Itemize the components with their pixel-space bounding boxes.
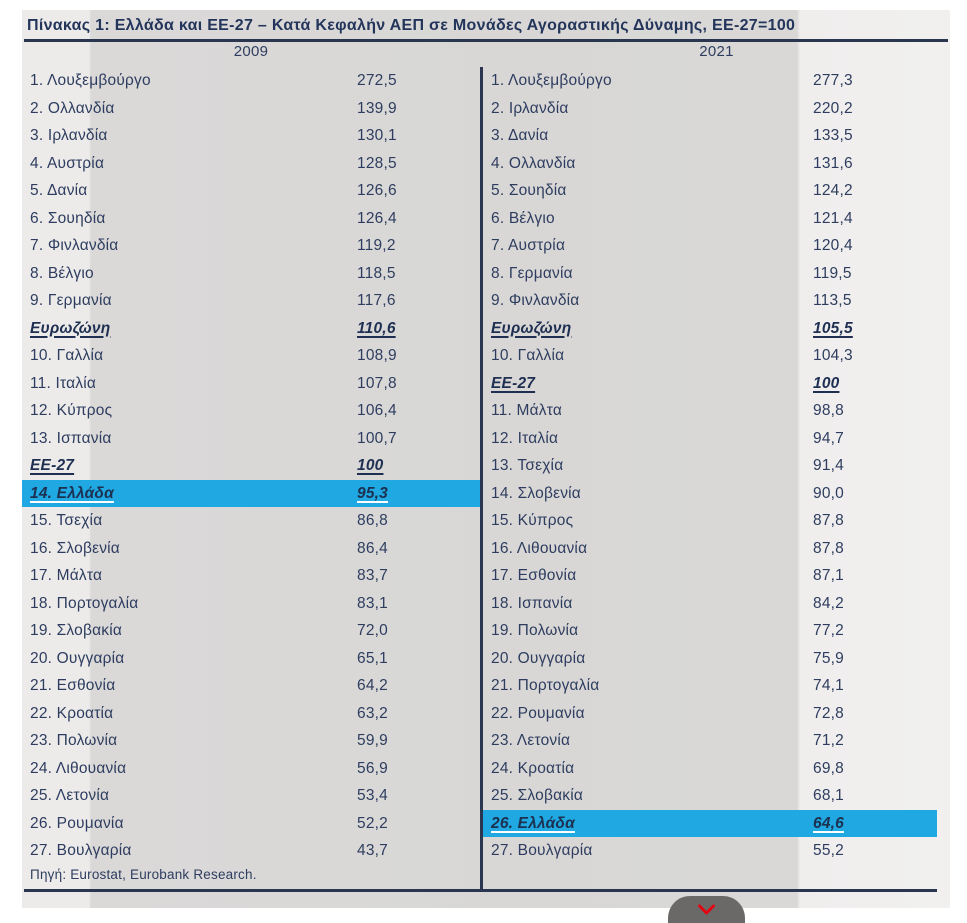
country-value: 120,4 [813,237,853,254]
table-row [483,95,950,123]
country-value: 100 [813,374,840,392]
country-label: 22. Ρουμανία [491,704,585,722]
country-label: 4. Ολλανδία [491,154,576,172]
country-label: 10. Γαλλία [30,347,104,364]
country-label: 24. Κροατία [491,759,575,777]
country-label: 24. Λιθουανία [30,759,127,777]
table-row [483,837,950,865]
table-row [483,590,950,618]
table-row-aggregate [483,315,950,343]
table-row [22,700,480,728]
country-label: 19. Πολωνία [491,622,579,639]
table-row [483,205,950,233]
table-row [483,425,950,453]
table-row [483,727,950,755]
country-value: 277,3 [813,72,853,89]
table-row [22,425,480,453]
table-row [22,287,480,315]
year-header-2021: 2021 [699,43,734,60]
country-value: 87,1 [813,567,844,584]
table-row [22,535,480,563]
country-value: 77,2 [813,622,844,639]
country-label: 27. Βουλγαρία [491,842,593,859]
country-value: 100,7 [357,429,397,447]
country-value: 52,2 [357,814,388,832]
table-row [22,232,480,260]
table-row [22,837,480,865]
country-label: 12. Ιταλία [491,429,559,447]
table-row [22,150,480,178]
country-label: 15. Κύπρος [491,512,574,529]
country-value: 113,5 [813,292,852,309]
country-label: 17. Μάλτα [30,567,103,584]
country-value: 69,8 [813,759,844,777]
country-label: 27. Βουλγαρία [30,842,132,859]
country-label: Ευρωζώνη [491,319,572,337]
table-row [483,507,950,535]
country-value: 86,4 [357,539,388,557]
table-row [483,562,950,590]
country-label: 18. Πορτογαλία [30,594,139,612]
table-row [22,562,480,590]
table-title: Πίνακας 1: Ελλάδα και ΕΕ-27 – Κατά Κεφαλήν ΑΕΠ σε Μονάδες Αγοραστικής Δύναμης, ΕΕ-27=100 [27,17,796,34]
table-row [483,122,950,150]
chevron-down-icon [697,904,716,916]
country-label: 21. Πορτογαλία [491,677,600,694]
table-row [483,700,950,728]
country-label: 12. Κύπρος [30,402,113,419]
table-row [22,782,480,810]
table-row [22,342,480,370]
country-value: 53,4 [357,787,388,804]
country-value: 131,6 [813,154,853,172]
table-row [22,95,480,123]
table-row [22,260,480,288]
country-label: ΕΕ-27 [30,457,75,474]
country-label: 9. Γερμανία [30,292,112,309]
country-value: 139,9 [357,99,397,117]
table-row [483,397,950,425]
country-label: 20. Ουγγαρία [491,649,586,667]
country-label: 15. Τσεχία [30,512,103,529]
country-label: 23. Λετονία [491,732,571,749]
country-value: 107,8 [357,374,397,392]
country-value: 63,2 [357,704,388,722]
table-row [22,617,480,645]
country-label: 14. Ελλάδα [30,484,114,502]
country-list-2009 [22,67,480,865]
table-row [483,452,950,480]
table-row [483,480,950,508]
country-value: 124,2 [813,182,853,199]
country-label: 11. Ιταλία [30,374,97,392]
country-label: 14. Σλοβενία [491,484,581,502]
table-row [483,260,950,288]
country-label: 2. Ολλανδία [30,99,115,117]
country-value: 105,5 [813,319,853,337]
country-label: 26. Ελλάδα [491,814,575,832]
country-value: 133,5 [813,127,853,144]
country-value: 118,5 [357,264,396,282]
country-label: 7. Φινλανδία [30,237,119,254]
country-label: 5. Δανία [30,182,88,199]
table-row [22,645,480,673]
document-page [22,10,950,908]
country-label: 20. Ουγγαρία [30,649,125,667]
country-label: 1. Λουξεμβούργο [491,72,612,89]
country-value: 117,6 [357,292,396,309]
table-row-highlight [483,810,937,838]
country-value: 75,9 [813,649,844,667]
country-value: 72,8 [813,704,844,722]
country-value: 126,6 [357,182,397,199]
country-value: 71,2 [813,732,844,749]
table-row [22,810,480,838]
country-label: ΕΕ-27 [491,374,536,392]
country-value: 74,1 [813,677,844,694]
country-label: 1. Λουξεμβούργο [30,72,151,89]
scroll-down-button[interactable] [668,896,745,923]
country-value: 95,3 [357,484,388,502]
country-value: 98,8 [813,402,844,419]
table-row [22,397,480,425]
country-label: 18. Ισπανία [491,594,573,612]
country-value: 64,6 [813,814,844,832]
table-row-aggregate [22,315,480,343]
table-row [22,205,480,233]
country-label: 16. Σλοβενία [30,539,120,557]
country-value: 56,9 [357,759,388,777]
table-row [483,782,950,810]
table-row [483,342,950,370]
country-label: 17. Εσθονία [491,567,577,584]
country-value: 126,4 [357,209,397,227]
table-row [483,287,950,315]
country-value: 272,5 [357,72,397,89]
title-rule [24,39,948,42]
table-row [22,122,480,150]
country-value: 90,0 [813,484,844,502]
table-row [483,177,950,205]
table-row-highlight [22,480,480,508]
table-row [483,150,950,178]
country-value: 84,2 [813,594,844,612]
country-label: 8. Βέλγιο [30,264,94,282]
country-value: 108,9 [357,347,397,364]
table-row [22,727,480,755]
country-value: 68,1 [813,787,844,804]
bottom-rule [24,889,937,892]
table-row [483,672,950,700]
table-row [483,535,950,563]
country-value: 104,3 [813,347,853,364]
country-label: 10. Γαλλία [491,347,565,364]
country-value: 72,0 [357,622,388,639]
country-value: 128,5 [357,154,397,172]
table-row [22,67,480,95]
country-value: 43,7 [357,842,388,859]
country-value: 87,8 [813,539,844,557]
country-list-2021 [483,67,950,865]
country-label: 4. Αυστρία [30,154,105,172]
country-value: 65,1 [357,649,388,667]
country-value: 119,2 [357,237,396,254]
country-label: 11. Μάλτα [491,402,562,419]
table-row [22,370,480,398]
country-label: 5. Σουηδία [491,182,567,199]
country-label: 25. Σλοβακία [491,787,584,804]
country-label: 8. Γερμανία [491,264,573,282]
country-label: 9. Φινλανδία [491,292,580,309]
country-value: 59,9 [357,732,388,749]
country-label: 13. Τσεχία [491,457,564,474]
table-row [22,507,480,535]
table-row [22,755,480,783]
country-value: 83,1 [357,594,388,612]
country-label: 26. Ρουμανία [30,814,124,832]
country-label: 16. Λιθουανία [491,539,588,557]
table-row [483,755,950,783]
country-value: 55,2 [813,842,844,859]
table-row-aggregate [22,452,480,480]
country-label: 3. Ιρλανδία [30,127,108,144]
country-value: 130,1 [357,127,397,144]
country-value: 119,5 [813,264,852,282]
table-row [483,232,950,260]
country-value: 86,8 [357,512,388,529]
country-value: 64,2 [357,677,388,694]
table-row [22,590,480,618]
country-label: 2. Ιρλανδία [491,99,569,117]
table-row [22,177,480,205]
country-value: 121,4 [813,209,853,227]
country-value: 100 [357,457,384,474]
country-label: 25. Λετονία [30,787,110,804]
country-label: 3. Δανία [491,127,549,144]
table-row-aggregate [483,370,950,398]
country-value: 94,7 [813,429,844,447]
country-value: 83,7 [357,567,388,584]
country-value: 87,8 [813,512,844,529]
year-header-2009: 2009 [233,43,269,60]
country-label: 7. Αυστρία [491,237,566,254]
country-label: 13. Ισπανία [30,429,112,447]
country-label: 19. Σλοβακία [30,622,123,639]
country-value: 91,4 [813,457,844,474]
country-label: Ευρωζώνη [30,319,111,337]
country-label: 23. Πολωνία [30,732,118,749]
country-label: 22. Κροατία [30,704,114,722]
country-value: 106,4 [357,402,397,419]
country-value: 110,6 [357,319,396,337]
country-label: 6. Σουηδία [30,209,106,227]
table-row [483,645,950,673]
country-label: 21. Εσθονία [30,677,116,694]
source-note: Πηγή: Eurostat, Eurobank Research. [30,867,257,882]
table-row [483,617,950,645]
table-row [22,672,480,700]
country-value: 220,2 [813,99,853,117]
table-row [483,67,950,95]
country-label: 6. Βέλγιο [491,209,555,227]
